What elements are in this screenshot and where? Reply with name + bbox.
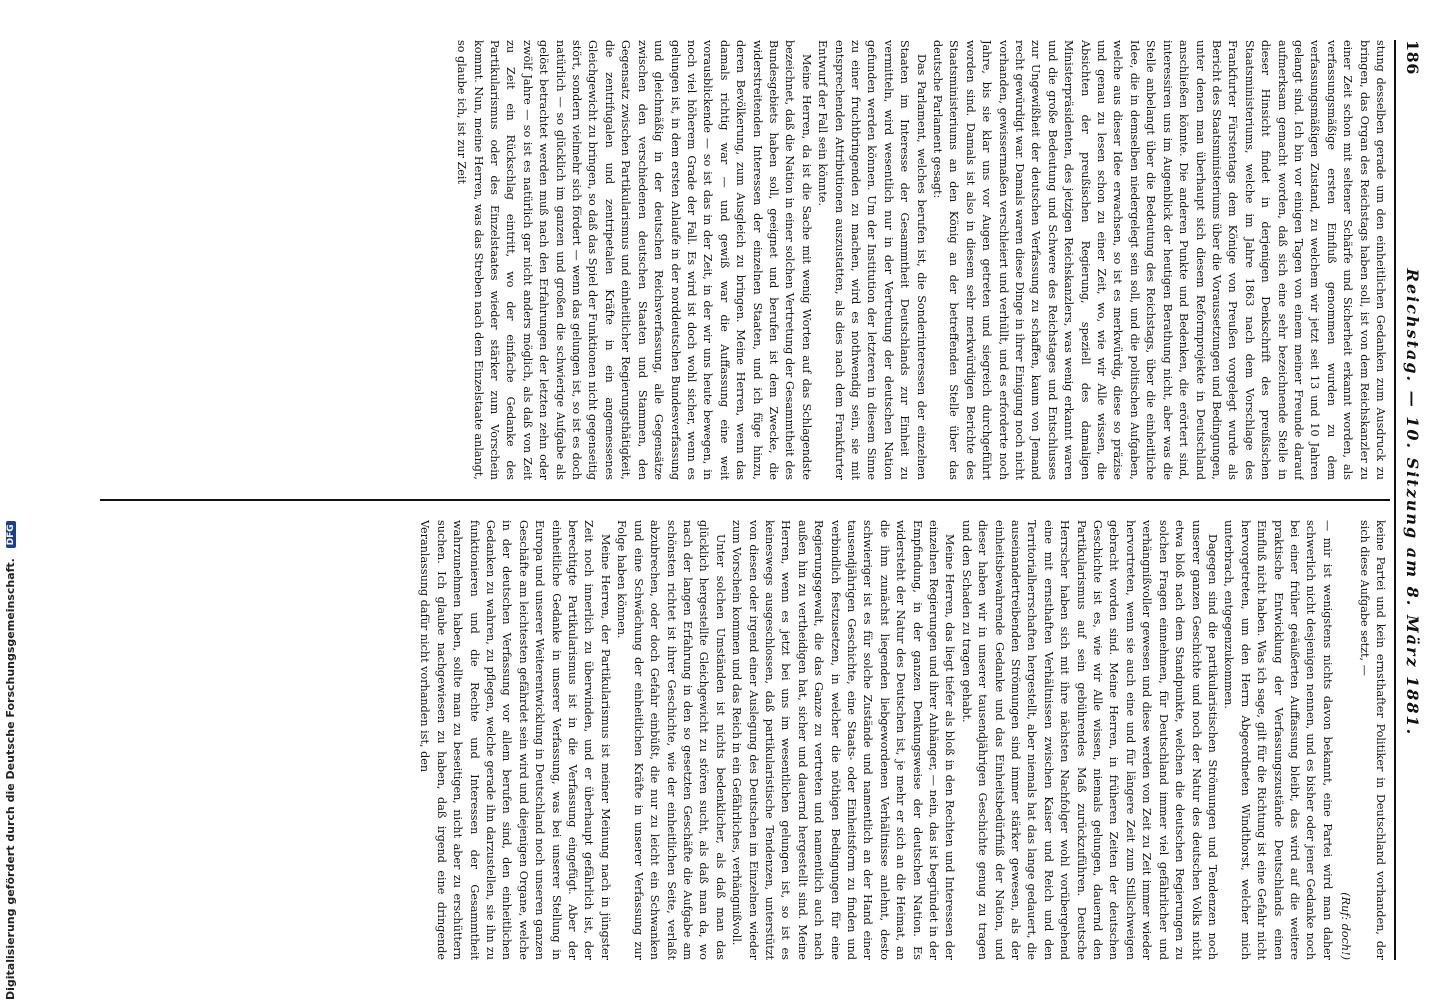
page-number: 186	[1403, 40, 1422, 75]
rotated-page-content	[90, 0, 1430, 1000]
right-paragraph-1: keine Partei und kein ernsthafter Politiker in Deutschland vorhanden, der sich diese Aufgabe setzt, —	[1357, 520, 1387, 960]
left-column	[108, 40, 1388, 480]
right-paragraph-2: — mir ist wenigstens nichts davon bekannt, eine Partei wird man daher schwerlich nicht desjenigen nennen, und es bisher oder jener Gedanke noch bei einer früher geäußerten Auffassung bleibt, das wird auf die weitere praktische Entwicklung der Verfassungszustände Deutschlands einen Einfluß nicht haben. Was ich sage, gilt für die Richtung ist eine Gefahr nicht hervorgetreten, um den Herrn Abgeordneten Windthorst, welcher mich unterbrach, entgegenzukommen.	[1222, 520, 1334, 960]
right-paragraph-6: Meine Herren, der Partikularismus ist meiner Meinung nach in jüngster Zeit noch innerlich zu überwinden, und er überhaupt gefährlich ist, der berechtigte Partikularismus ist in die Verfassung eingefügt. Aber der einheitliche Gedanke in unserer Verfassung, was bei unserer Stellung in Europa und unserer Weiterentwicklung in Deutschland noch unseren ganzen Geschäfte am leichtesten gefährdet sein wird und diejenigen Organe, welche in der deutschen Verfassung vor allem berufen sind, den einheitlichen Gedanken zu wahren, zu pflegen, welche gerade ihn darzustellen, sie ihn zu funktionieren und die Rechte und Interessen der Gesammtheit wahrzunehmen haben, sollte man zu beseitigen, nicht aber zu erschüttern suchen. Ich glaube nachgewiesen zu haben, daß irgend eine dringende Veranlassung dafür nicht vorhanden ist, den	[418, 520, 612, 960]
header-title: Reichstag. — 10. Sitzung am 8. März 1881.	[1403, 268, 1422, 737]
scanned-page	[50, 0, 1430, 1000]
interjection: (Ruf: doch!)	[1339, 892, 1353, 960]
header-rule	[1394, 40, 1396, 960]
right-column	[108, 520, 1388, 960]
page-header	[1400, 40, 1422, 960]
left-paragraph-3: Meine Herren, da ist die Sache mit wenig Worten auf das Schlagendste bezeichnet, daß die Nation in einer solchen Vertretung der Gesammtheit des Bundesgebiets haben soll, geeignet und berufen ist dem Zwecke, die widerstreitenden Interessen der einzelnen Staaten, und ich füge hinzu, deren Bevölkerung, zum Ausgleich zu bringen. Meine Herren, wenn das damals richtig war — und gewiß war die Auffassung eine weit vorausblickende — so ist das in der Zeit, in der wir uns heute bewegen, in noch viel höherem Grade der Fall. Es wird ist doch wohl sicher, wenn es gelungen ist, in dem ersten Anlaufe in der norddeutschen Bundesverfassung und gleichmäßig in der deutschen Reichsverfassung, alle Gegensätze zwischen den verschiedenen deutschen Staaten und Stammen, den Gegensatz zwischen Partikularismus und einheitlicher Regierungsthätigkeit, die zentrifugalen und zentripetalen Kräfte in ein angemessenes Gleichgewicht zu bringen, so daß das Spiel der Funktionen nicht gegenseitig stört, sondern vielmehr sich fördert — wenn das gelungen ist, so ist es doch natürlich — so glücklich im ganzen und großen die schwierige Aufgabe als gelöst betrachtet werden muß nach den Erfahrungen der letzten zehn oder zwölf Jahre — so ist es natürlich gar nicht anders möglich, als daß von Zeit zu Zeit ein Rückschlag eintritt, wo der einfache Gedanke des Partikularismus oder des Einzelstaates wieder stärker zum Vorschein kommt. Nun, meine Herren, was das Streben nach dem Einzelstaate anlangt, so glaube ich, ist zur Zeit	[455, 40, 813, 480]
dfg-logo: DFG	[6, 521, 16, 548]
left-paragraph-2: Das Parlament, welches berufen ist, die Sonderinteressen der einzelnen Staaten im Interesse der Gesammtheit Deutschlands zur Einheit zu vermitteln, wird wesentlich nur in der Vertretung der deutschen Nation gefunden werden können. Um der Institution der letzteren in diesem Sinne zu einer fruchtbringenden zu machen, wird es nothwendig sein, sie mit entsprechenden Attributionen auszustatten, als dies nach dem Frankfurter Entwurf der Fall sein könnte.	[816, 40, 928, 480]
column-divider	[100, 499, 1390, 501]
digitization-footer	[4, 60, 32, 1000]
left-paragraph-1: stung desselben gerade um den einheitlichen Gedanken zum Ausdruck zu bringen, das Organ des Reichstags haben soll, ist von dem Reichskanzler zu einer Zeit schon mit seltener Schärfe und Sicherheit erkannt worden, als verfassungsmäßige ersten Einfluß genommen wurden zu dem verfassungsmäßigen Zustand, zu welchem wir jetzt seit 13 und 10 Jahren gelangt sind. Ich bin vor einigen Tagen von einem meiner Freunde darauf aufmerksam gemacht worden, daß sich eine sehr bezeichnende Stelle in dieser Hinsicht findet in derjenigen Denkschrift des preußischen Staatsministeriums, welche im Jahre 1863 nach dem Vorschlage des Frankfurter Fürstentags dem Könige von Preußen vorgelegt wurde als Bericht des Staatsministeriums über die Voraussetzungen und Bedingungen, unter denen man überhaupt sich diesem Reformprojekte in Deutschland anschließen könnte. Die anderen Punkte und Bedenken, die erörtert sind, interessiren uns im Augenblick der heutigen Berathung nicht, aber was die Stelle anbelangt über die Bedeutung des Reichstags, über die einheitliche Idee, die in demselben niedergelegt sein soll, und die politischen Aufgaben, welche aus dieser Idee erwachsen, so ist es merkwürdig, diese so präzise und genau zu lesen schon zu einer Zeit, wo, wie wir Alle wissen, die Absichten der preußischen Regierung, speziell des damaligen Ministerpräsidenten, des jetzigen Reichskanzlers, was wenig erkannt waren und die große Bedeutung und Schwere des Reichstages und Entschlusses zur Ungewißheit der deutschen Verfassung zu schaffen, kaum von Jemand recht gewürdigt war. Damals waren diese Dinge in ihrer Einigung noch nicht vorhanden, gewissermaßen verschleiert und verhüllt, und es erforderte noch Jahre, bis sie klar uns vor Augen getreten und siegreich durchgeführt worden sind. Damals ist also in diesem sehr merkwürdigen Berichte des Staatsministeriums an den König an der betreffenden Stelle über das deutsche Parlament gesagt:	[931, 40, 1387, 480]
footer-text: Digitalisierung gefördert durch die Deutsche Forschungsgemeinschaft.	[4, 558, 17, 1000]
right-paragraph-5: Unter solchen Umständen ist nichts bedenklicher, als daß man das glücklich hergestellte Gleichgewicht zu stören sucht, als daß man da, wo nach der langen Erfahrung in den so gesetzten Geschäfte die Aufgabe am schönsten richtet ist ihrer Geschichte, wie der einheitlichen Seite, verlaßt abzubrechen, oder doch Gefahr einbüßt, die nur zu leicht ein Schwanken und eine Schwächung der einheitlichen Kräfte in unserer Verfassung zur Folge haben können.	[615, 520, 727, 960]
right-paragraph-3: Dagegen sind die partikularistischen Strömungen und Tendenzen noch unserer ganzen Geschichte und noch der Natur des deutschen Volks nicht etwa bloß nach dem Standpunkte, welchen die deutschen Regierungen zu solchen Fragen einnehmen, für Deutschland immer viel gefährlicher und verhängnißvoller gewesen und diese werden von Zeit zu Zeit immer wieder hervortreten, wenn sie auch eine und für längere Zeit zum Stillschweigen gebracht worden sind. Meine Herren, in früheren Zeiten der deutschen Geschichte ist es, wie wir Alle wissen, niemals gelungen, dauernd den Partikularismus auf sein gebührendes Maß zurückzuführen. Deutsche Herrscher haben sich mit ihre nächsten Nachfolger wohl vorübergehend eine mit ernsthaften Verhältnissen zwischen Kaiser und Reich und den Territorialherrschaften hergestellt, aber niemals hat das lange gedauert, die auseinandertreibenden Strömungen sind immer stärker gewesen, als der einheitsbewahrende Gedanke und das Einheitsbedürfniß der Nation, und dieser haben wir in unserer tausendjährigen Geschichte genug zu tragen und den Schaden zu tragen gehabt.	[959, 520, 1219, 960]
right-paragraph-4: Meine Herren, das liegt tiefer als bloß in den Rechten und Interessen der einzelnen Regierungen und ihrer Anhänger, — nein, das ist begründet in der Empfindung, in der ganzen Denkungsweise der deutschen Nation. Es widersteht der Natur des Deutschen ist, je mehr er sich an die Heimat, an die ihm zunächst liegenden liebgewordenen Verhältnisse anlehnt, desto schwieriger ist es für solche Zustände und namentlich an der Hand einer tausendjährigen Geschichte, eine Staats- oder Einheitsform zu finden und verbindlich festzusetzen, in welcher die nöthigen Bedingungen für eine Regierungsgewalt, die das Ganze zu vertreten und namentlich auch nach außen hin zu vertheidigen hat, sicher und dauernd hergestellt sind. Meine Herren, wenn es jetzt bei uns im wesentlichen gelungen ist, so ist es keineswegs ausgeschlossen, daß partikularistische Tendenzen, unterstützt von diesen oder irgend einer Auslegung des Deutschen im Einzelnen wieder zum Vorschein kommen und das Reich in ein Gefährliches, verhängnißvoll.	[730, 520, 957, 960]
